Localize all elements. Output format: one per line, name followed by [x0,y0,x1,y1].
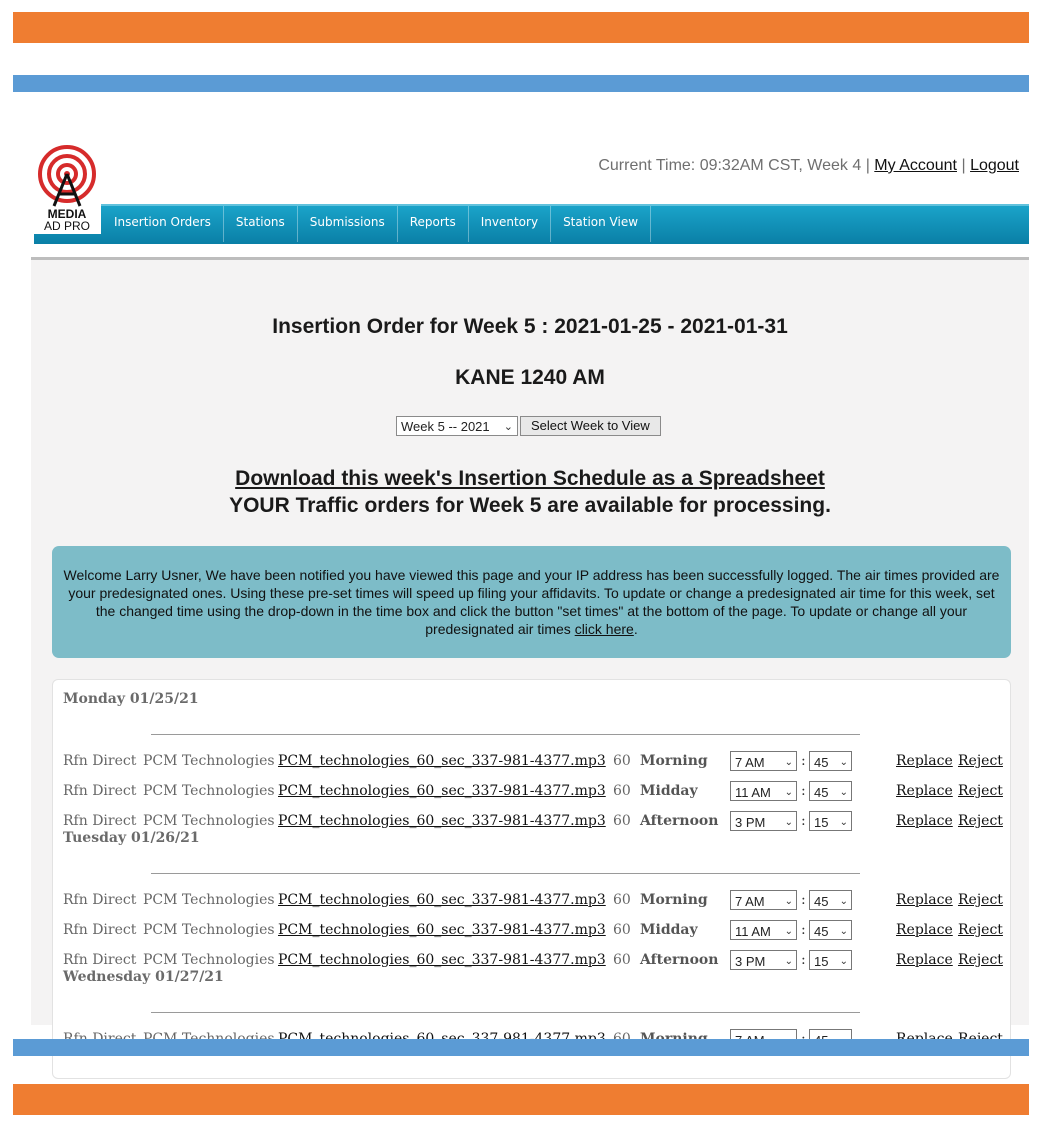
minute-select-value: 45 [814,785,829,800]
spot-length: 60 [613,922,631,938]
main-content [31,260,1029,1025]
nav-station-view[interactable]: Station View [551,206,651,242]
broadcast-tower-icon [37,144,97,208]
chevron-down-icon: ⌄ [784,926,793,937]
nav-inventory[interactable]: Inventory [469,206,551,242]
station-name: KANE 1240 AM [455,366,605,389]
hour-select-value: 11 AM [735,924,771,939]
hour-select-value: 3 PM [735,815,766,830]
hour-select-value: 3 PM [735,954,766,969]
schedule-row [63,949,1003,971]
schedule-panel [52,679,1011,1079]
spot-file-link[interactable]: PCM_technologies_60_sec_337-981-4377.mp3 [278,892,606,908]
advertiser-cell: PCM Technologies [143,892,275,908]
spot-file-link[interactable]: PCM_technologies_60_sec_337-981-4377.mp3 [278,783,606,799]
minute-select[interactable] [809,751,852,771]
select-week-button[interactable]: Select Week to View [520,416,661,436]
schedule-row [63,919,1003,941]
hour-select[interactable] [730,781,797,801]
daypart-label: Midday [640,783,698,799]
header-status [598,157,1019,175]
spot-file-link[interactable]: PCM_technologies_60_sec_337-981-4377.mp3 [278,753,606,769]
nav-reports[interactable]: Reports [398,206,469,242]
replace-link[interactable]: Replace [896,753,953,769]
top-orange-bar [13,12,1029,43]
day-divider [151,873,860,874]
minute-select-value: 45 [814,924,829,939]
minute-select-value: 15 [814,815,829,830]
advertiser-cell: PCM Technologies [143,813,275,829]
header-separator: | [961,157,966,174]
app-window [31,135,1029,1025]
reject-link[interactable]: Reject [958,783,1003,799]
schedule-row [63,810,1003,832]
day-heading: Tuesday 01/26/21 [63,830,200,846]
nav-insertion-orders[interactable]: Insertion Orders [102,206,224,242]
spot-file-link[interactable]: PCM_technologies_60_sec_337-981-4377.mp3 [278,952,606,968]
week-select-value: Week 5 -- 2021 [401,419,490,434]
nav-stations[interactable]: Stations [224,206,298,242]
spot-length: 60 [613,753,631,769]
client-cell: Rfn Direct [63,922,137,938]
week-picker [396,416,661,436]
daypart-label: Afternoon [640,952,719,968]
hour-select[interactable] [730,811,797,831]
chevron-down-icon: ⌄ [839,817,848,828]
hour-select[interactable] [730,890,797,910]
logo-line1: MEDIA [47,207,87,221]
logout-link[interactable]: Logout [970,157,1019,174]
my-account-link[interactable]: My Account [874,157,957,174]
replace-link[interactable]: Replace [896,892,953,908]
main-nav [34,204,1029,244]
chevron-down-icon: ⌄ [503,421,513,433]
client-cell: Rfn Direct [63,813,137,829]
bottom-blue-bar [13,1039,1029,1056]
replace-link[interactable]: Replace [896,813,953,829]
spot-length: 60 [613,892,631,908]
nav-submissions[interactable]: Submissions [298,206,398,242]
welcome-end: . [633,621,638,637]
replace-link[interactable]: Replace [896,783,953,799]
logo-line2: AD PRO [43,219,90,233]
client-cell: Rfn Direct [63,952,137,968]
hour-select[interactable] [730,950,797,970]
advertiser-cell: PCM Technologies [143,753,275,769]
bottom-orange-bar [13,1084,1029,1115]
spot-file-link[interactable]: PCM_technologies_60_sec_337-981-4377.mp3 [278,813,606,829]
daypart-label: Morning [640,753,708,769]
time-separator: : [801,783,806,799]
spot-file-link[interactable]: PCM_technologies_60_sec_337-981-4377.mp3 [278,922,606,938]
chevron-down-icon: ⌄ [839,896,848,907]
download-spreadsheet-link[interactable]: Download this week's Insertion Schedule as a Spreadsheet [235,467,825,490]
hour-select-value: 11 AM [735,785,771,800]
time-separator: : [801,892,806,908]
daypart-label: Morning [640,892,708,908]
day-heading: Monday 01/25/21 [63,691,199,707]
welcome-notice [52,546,1011,658]
current-time: Current Time: 09:32AM CST, Week 4 | [598,157,870,174]
minute-select-value: 45 [814,755,829,770]
minute-select-value: 15 [814,954,829,969]
time-separator: : [801,813,806,829]
client-cell: Rfn Direct [63,753,137,769]
schedule-row [63,889,1003,911]
time-separator: : [801,922,806,938]
advertiser-cell: PCM Technologies [143,922,275,938]
chevron-down-icon: ⌄ [784,956,793,967]
daypart-label: Afternoon [640,813,719,829]
daypart-label: Midday [640,922,698,938]
chevron-down-icon: ⌄ [784,787,793,798]
page-title: Insertion Order for Week 5 : 2021-01-25 - 2021-01-31 [272,315,788,338]
time-separator: : [801,952,806,968]
reject-link[interactable]: Reject [958,952,1003,968]
time-separator: : [801,753,806,769]
chevron-down-icon: ⌄ [839,956,848,967]
minute-select-value: 45 [814,894,829,909]
chevron-down-icon: ⌄ [784,896,793,907]
day-heading: Wednesday 01/27/21 [63,969,224,985]
replace-link[interactable]: Replace [896,922,953,938]
week-select[interactable] [396,416,518,436]
reject-link[interactable]: Reject [958,892,1003,908]
top-blue-bar [13,75,1029,92]
minute-select[interactable] [809,781,852,801]
minute-select[interactable] [809,890,852,910]
client-cell: Rfn Direct [63,783,137,799]
minute-select[interactable] [809,950,852,970]
hour-select-value: 7 AM [735,755,765,770]
day-divider [151,734,860,735]
reject-link[interactable]: Reject [958,922,1003,938]
reject-link[interactable]: Reject [958,813,1003,829]
hour-select-value: 7 AM [735,894,765,909]
day-divider [151,1012,860,1013]
chevron-down-icon: ⌄ [839,787,848,798]
availability-message: YOUR Traffic orders for Week 5 are available for processing. [229,494,831,517]
click-here-link[interactable]: click here [574,621,634,637]
chevron-down-icon: ⌄ [784,757,793,768]
advertiser-cell: PCM Technologies [143,952,275,968]
chevron-down-icon: ⌄ [839,757,848,768]
welcome-text: Welcome Larry Usner, We have been notified you have viewed this page and your IP address has been successfully logged. The air times provided are your predesignated ones. Using these pre-set times will speed up filing your affidavits. To update or change a predesignated air time for this week, set the changed time using the drop-down in the time box and click the button "set times" at the bottom of the page. To update or change all your predesignated air times [63,567,1000,637]
client-cell: Rfn Direct [63,892,137,908]
chevron-down-icon: ⌄ [784,817,793,828]
spot-length: 60 [613,813,631,829]
schedule-row [63,780,1003,802]
media-ad-pro-logo[interactable] [33,138,101,234]
schedule-row [63,750,1003,772]
advertiser-cell: PCM Technologies [143,783,275,799]
spot-length: 60 [613,783,631,799]
chevron-down-icon: ⌄ [839,926,848,937]
replace-link[interactable]: Replace [896,952,953,968]
spot-length: 60 [613,952,631,968]
minute-select[interactable] [809,811,852,831]
reject-link[interactable]: Reject [958,753,1003,769]
hour-select[interactable] [730,920,797,940]
hour-select[interactable] [730,751,797,771]
minute-select[interactable] [809,920,852,940]
